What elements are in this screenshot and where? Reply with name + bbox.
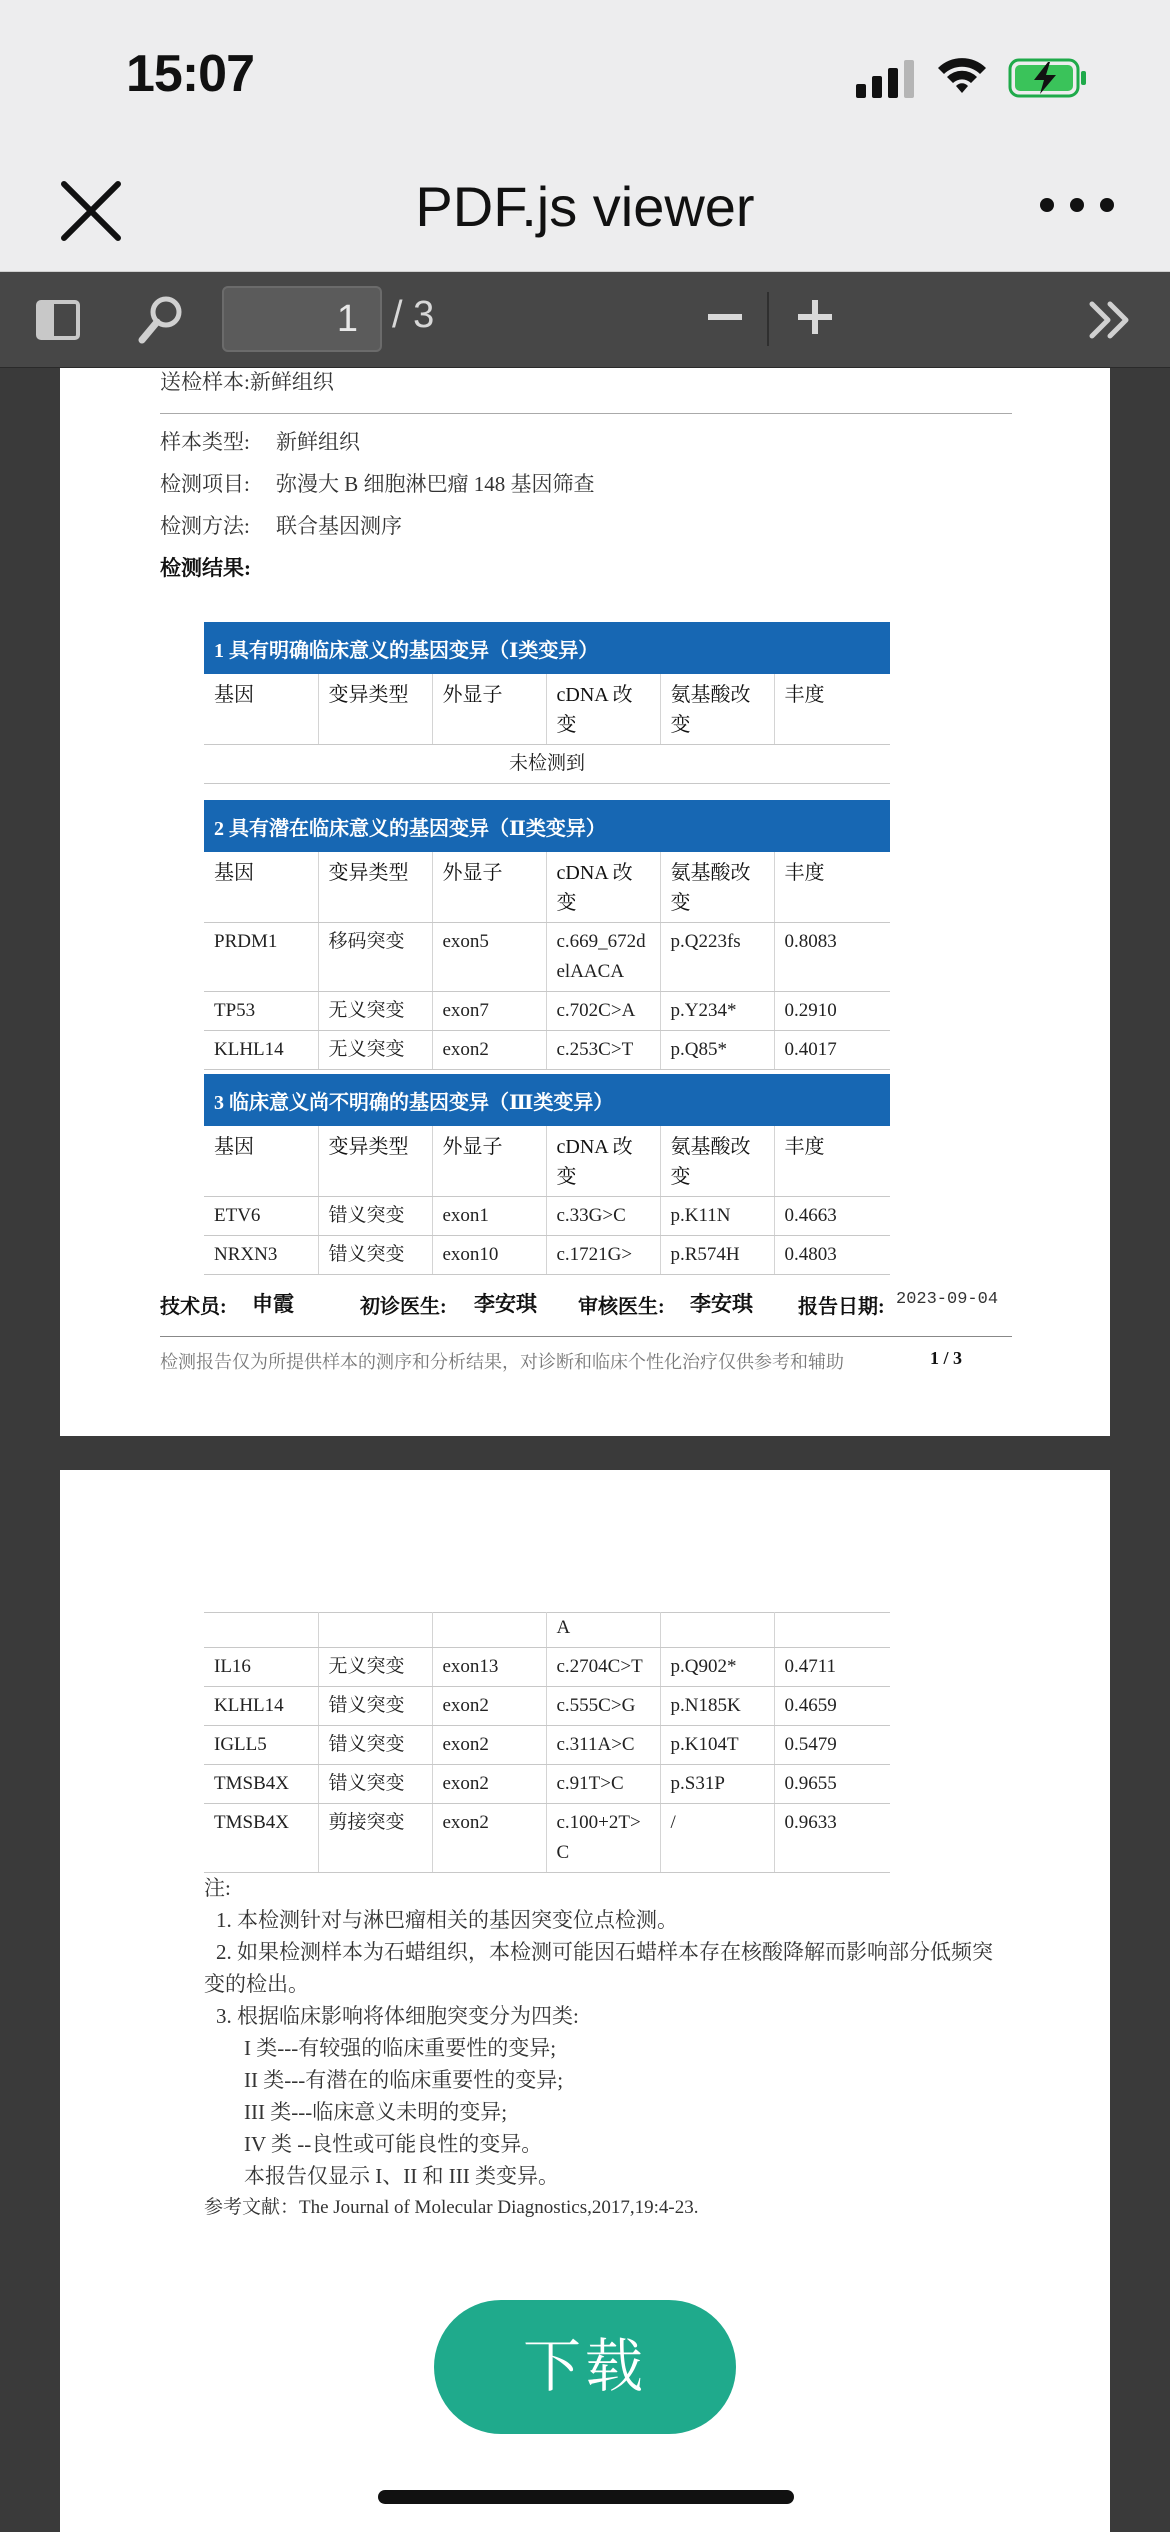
col-header-cdna: cDNA 改变 xyxy=(546,852,660,923)
sample-type-label: 样本类型: xyxy=(160,430,250,454)
class-3-table xyxy=(204,1074,890,1275)
col-header-type: 变异类型 xyxy=(318,674,432,745)
cell-type: 无义突变 xyxy=(318,992,432,1031)
cell-type: 移码突变 xyxy=(318,923,432,992)
battery-charging-icon xyxy=(1008,58,1088,98)
more-options-icon[interactable] xyxy=(1040,190,1120,220)
cell-exon: exon5 xyxy=(432,923,546,992)
page-number-input[interactable]: 1 xyxy=(222,286,382,352)
review-doctor-name: 李安琪 xyxy=(690,1292,753,1316)
cell-cdna: c.100+2T>C xyxy=(546,1804,660,1873)
note-2-continued: 变的检出。 xyxy=(204,1972,309,1996)
cell-gene: IGLL5 xyxy=(204,1726,318,1765)
cell-gene: KLHL14 xyxy=(204,1687,318,1726)
zoom-out-icon[interactable] xyxy=(700,292,750,342)
cell-cdna: c.253C>T xyxy=(546,1031,660,1070)
tech-name: 申霞 xyxy=(252,1292,294,1316)
table-row xyxy=(204,1726,890,1765)
cell-abundance: 0.4803 xyxy=(774,1236,890,1275)
table-row xyxy=(204,1648,890,1687)
initial-doctor-name: 李安琪 xyxy=(474,1292,537,1316)
cell-exon: exon13 xyxy=(432,1648,546,1687)
cell-cdna: c.555C>G xyxy=(546,1687,660,1726)
cell-abundance: 0.9633 xyxy=(774,1804,890,1873)
cell-abundance: 0.5479 xyxy=(774,1726,890,1765)
cell-gene: TMSB4X xyxy=(204,1765,318,1804)
cell-gene: NRXN3 xyxy=(204,1236,318,1275)
cell-exon: exon2 xyxy=(432,1031,546,1070)
col-header-gene: 基因 xyxy=(204,852,318,923)
cell-abundance: 0.9655 xyxy=(774,1765,890,1804)
page-title: PDF.js viewer xyxy=(415,175,755,238)
col-header-abundance: 丰度 xyxy=(774,674,890,745)
cell-aa: p.Q902* xyxy=(660,1648,774,1687)
cell-cdna: c.702C>A xyxy=(546,992,660,1031)
cell-exon: exon2 xyxy=(432,1687,546,1726)
cell-type: 错义突变 xyxy=(318,1765,432,1804)
col-header-cdna: cDNA 改变 xyxy=(546,674,660,745)
cell-exon: exon2 xyxy=(432,1726,546,1765)
double-chevron-right-icon[interactable] xyxy=(1086,296,1134,344)
col-header-aa: 氨基酸改变 xyxy=(660,1126,774,1197)
cell-cdna: c.33G>C xyxy=(546,1197,660,1236)
cell-gene: TP53 xyxy=(204,992,318,1031)
col-header-exon: 外显子 xyxy=(432,852,546,923)
tech-label: 技术员: xyxy=(160,1296,227,1318)
footer-divider xyxy=(160,1336,1012,1337)
sample-type-value: 新鲜组织 xyxy=(276,430,360,454)
table-row xyxy=(204,1687,890,1726)
cell-gene: KLHL14 xyxy=(204,1031,318,1070)
cell-type: 错义突变 xyxy=(318,1236,432,1275)
initial-doctor-label: 初诊医生: xyxy=(360,1296,447,1318)
status-bar xyxy=(0,0,1170,150)
table-row xyxy=(204,923,890,992)
pdf-toolbar xyxy=(0,272,1170,368)
cell-abundance: 0.4017 xyxy=(774,1031,890,1070)
cell-exon: exon7 xyxy=(432,992,546,1031)
cell-cdna: c.669_672delAACA xyxy=(546,923,660,992)
cell-cdna: A xyxy=(546,1613,660,1648)
class-2-table xyxy=(204,800,890,1070)
cell-exon: exon2 xyxy=(432,1804,546,1873)
header-divider xyxy=(160,413,1012,414)
table-row xyxy=(204,1804,890,1873)
note-3: 3. 根据临床影响将体细胞突变分为四类: xyxy=(216,2004,579,2028)
cell-aa: p.R574H xyxy=(660,1236,774,1275)
cell-type: 错义突变 xyxy=(318,1726,432,1765)
class-1-desc: I 类---有较强的临床重要性的变异; xyxy=(244,2036,557,2060)
table-row xyxy=(204,1031,890,1070)
results-label: 检测结果: xyxy=(160,556,251,580)
home-indicator xyxy=(378,2490,794,2504)
report-date-label: 报告日期: xyxy=(798,1296,885,1318)
cell-aa: p.N185K xyxy=(660,1687,774,1726)
col-header-aa: 氨基酸改变 xyxy=(660,674,774,745)
sample-line: 送检样本:新鲜组织 xyxy=(160,370,334,394)
download-button[interactable]: 下载 xyxy=(434,2300,736,2434)
cell-aa: p.Q223fs xyxy=(660,923,774,992)
table-row xyxy=(204,1613,890,1648)
col-header-type: 变异类型 xyxy=(318,1126,432,1197)
footer-disclaimer: 检测报告仅为所提供样本的测序和分析结果，对诊断和临床个性化治疗仅供参考和辅助 xyxy=(160,1352,844,1372)
page-total-label: / 3 xyxy=(392,294,435,336)
not-detected-text: 未检测到 xyxy=(204,745,890,784)
table-row xyxy=(204,992,890,1031)
cell-gene: ETV6 xyxy=(204,1197,318,1236)
reference: 参考文献：The Journal of Molecular Diagnostics,2017,19:4-23. xyxy=(204,2197,699,2218)
cell-cdna: c.1721G> xyxy=(546,1236,660,1275)
table-row xyxy=(204,1197,890,1236)
pdf-page-1 xyxy=(60,368,1110,1436)
project-label: 检测项目: xyxy=(160,472,250,496)
col-header-aa: 氨基酸改变 xyxy=(660,852,774,923)
cell-aa: p.K104T xyxy=(660,1726,774,1765)
class-2-desc: II 类---有潜在的临床重要性的变异; xyxy=(244,2068,564,2092)
cell-gene: IL16 xyxy=(204,1648,318,1687)
cell-abundance: 0.4663 xyxy=(774,1197,890,1236)
table-header-row xyxy=(204,852,890,923)
cell-exon: exon10 xyxy=(432,1236,546,1275)
sidebar-toggle-icon[interactable] xyxy=(34,296,82,344)
page-indicator: 1 / 3 xyxy=(930,1348,963,1368)
project-value: 弥漫大 B 细胞淋巴瘤 148 基因筛查 xyxy=(276,472,595,496)
table-row xyxy=(204,1236,890,1275)
cell-cdna: c.2704C>T xyxy=(546,1648,660,1687)
class-4-desc: IV 类 --良性或可能良性的变异。 xyxy=(244,2132,543,2156)
cell-exon: exon1 xyxy=(432,1197,546,1236)
col-header-abundance: 丰度 xyxy=(774,852,890,923)
cell-cdna: c.311A>C xyxy=(546,1726,660,1765)
cell-type: 无义突变 xyxy=(318,1648,432,1687)
browser-nav-bar xyxy=(0,150,1170,272)
col-header-gene: 基因 xyxy=(204,674,318,745)
col-header-exon: 外显子 xyxy=(432,674,546,745)
cell-type: 剪接突变 xyxy=(318,1804,432,1873)
cell-gene: PRDM1 xyxy=(204,923,318,992)
cellular-signal-icon xyxy=(856,58,914,98)
search-icon[interactable] xyxy=(136,294,186,346)
method-value: 联合基因测序 xyxy=(276,514,402,538)
col-header-abundance: 丰度 xyxy=(774,1126,890,1197)
cell-type: 错义突变 xyxy=(318,1197,432,1236)
method-label: 检测方法: xyxy=(160,514,250,538)
notes-title: 注: xyxy=(204,1876,231,1900)
review-doctor-label: 审核医生: xyxy=(578,1296,665,1318)
cell-abundance: 0.4711 xyxy=(774,1648,890,1687)
cell-abundance: 0.2910 xyxy=(774,992,890,1031)
table-row xyxy=(204,1765,890,1804)
toolbar-separator xyxy=(767,292,769,346)
table-caption: 1 具有明确临床意义的基因变异（Ⅰ类变异） xyxy=(204,622,890,674)
table-caption: 2 具有潜在临床意义的基因变异（Ⅱ类变异） xyxy=(204,800,890,852)
table-header-row xyxy=(204,1126,890,1197)
col-header-gene: 基因 xyxy=(204,1126,318,1197)
col-header-cdna: cDNA 改变 xyxy=(546,1126,660,1197)
class-3-desc: III 类---临床意义未明的变异; xyxy=(244,2100,508,2124)
table-header-row xyxy=(204,674,890,745)
cell-aa: p.S31P xyxy=(660,1765,774,1804)
cell-exon: exon2 xyxy=(432,1765,546,1804)
cell-aa: p.Q85* xyxy=(660,1031,774,1070)
report-date-value: 2023-09-04 xyxy=(896,1290,999,1309)
wifi-icon xyxy=(936,54,988,98)
continued-table xyxy=(204,1612,890,1873)
class-1-table xyxy=(204,622,890,784)
cell-aa: p.K11N xyxy=(660,1197,774,1236)
cell-abundance: 0.4659 xyxy=(774,1687,890,1726)
col-header-type: 变异类型 xyxy=(318,852,432,923)
cell-aa: / xyxy=(660,1804,774,1873)
cell-aa: p.Y234* xyxy=(660,992,774,1031)
col-header-exon: 外显子 xyxy=(432,1126,546,1197)
note-2: 2. 如果检测样本为石蜡组织，本检测可能因石蜡样本存在核酸降解而影响部分低频突 xyxy=(216,1940,993,1964)
cell-gene: TMSB4X xyxy=(204,1804,318,1873)
cell-abundance: 0.8083 xyxy=(774,923,890,992)
zoom-in-icon[interactable] xyxy=(790,292,840,342)
cell-type: 无义突变 xyxy=(318,1031,432,1070)
status-time: 15:07 xyxy=(126,45,254,103)
table-caption: 3 临床意义尚不明确的基因变异（Ⅲ类变异） xyxy=(204,1074,890,1126)
cell-type: 错义突变 xyxy=(318,1687,432,1726)
cell-cdna: c.91T>C xyxy=(546,1765,660,1804)
note-1: 1. 本检测针对与淋巴瘤相关的基因突变位点检测。 xyxy=(216,1908,678,1932)
report-scope: 本报告仅显示 I、II 和 III 类变异。 xyxy=(244,2164,559,2188)
